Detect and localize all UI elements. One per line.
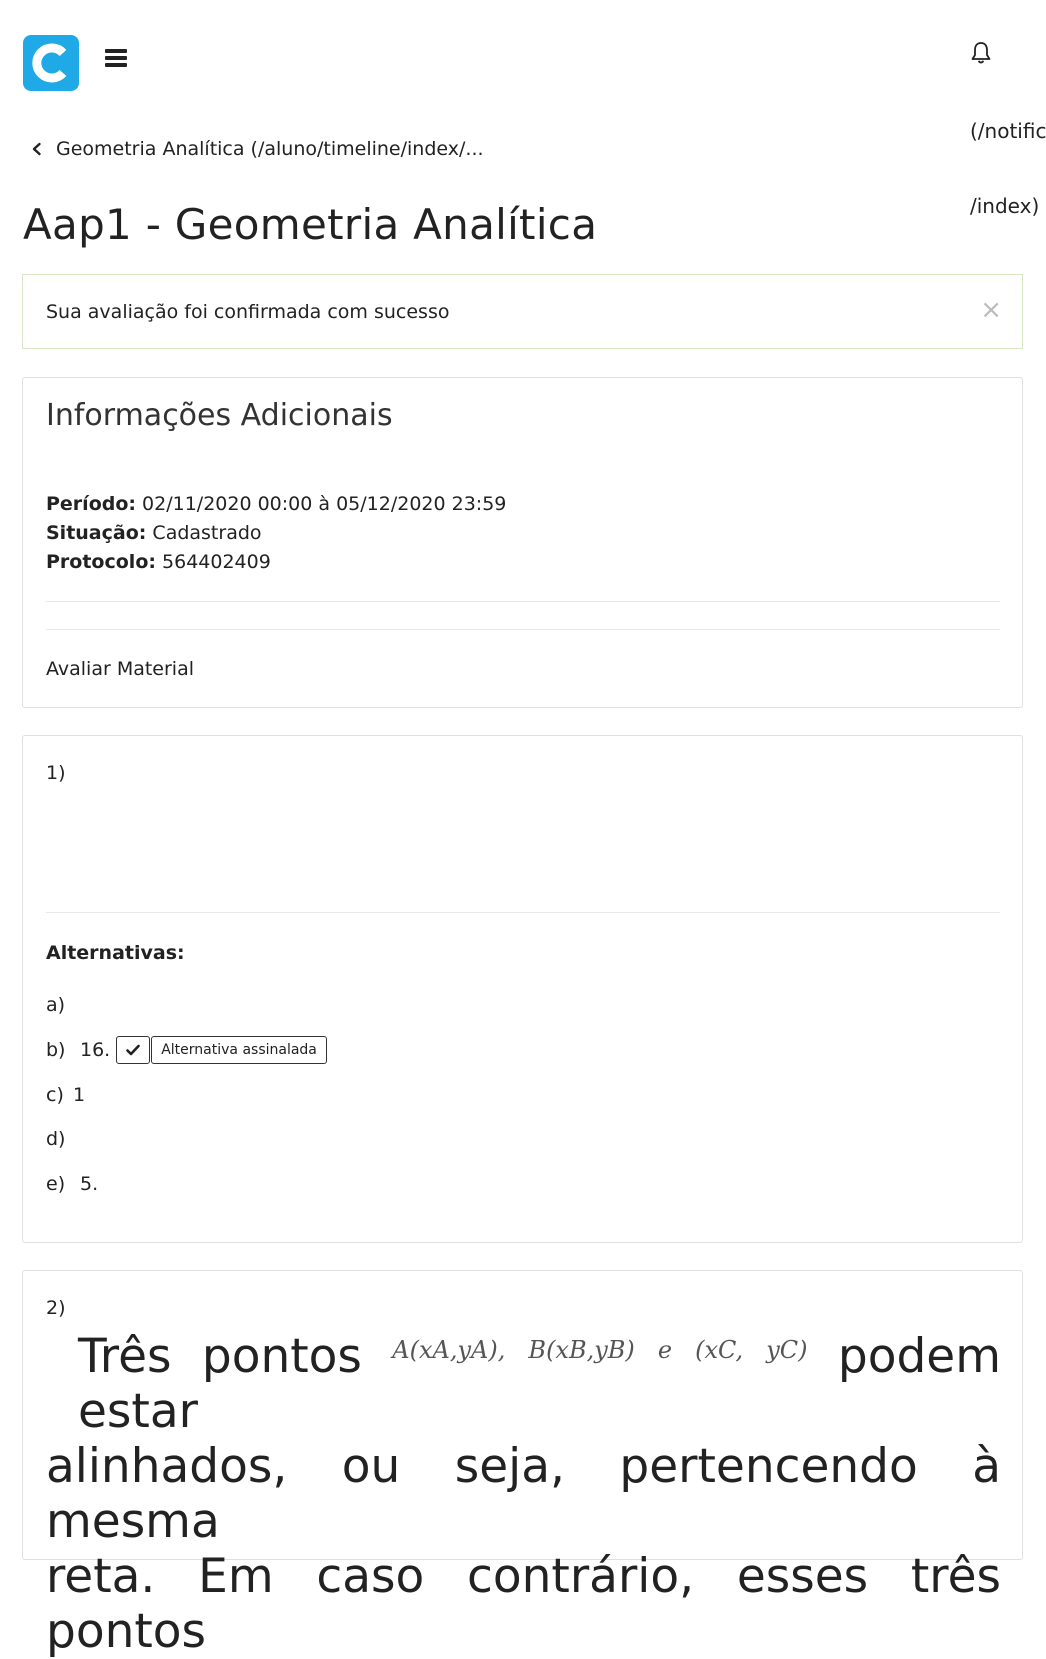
alternative-d[interactable] xyxy=(46,1128,80,1150)
alternative-a[interactable] xyxy=(46,994,80,1016)
alternative-value: 1 xyxy=(73,1084,86,1106)
alternative-value: 16. xyxy=(80,1039,111,1061)
question-2-text xyxy=(46,1323,1001,1659)
divider xyxy=(46,601,1000,602)
alternative-letter: e) xyxy=(46,1173,66,1195)
situacao-value: Cadastrado xyxy=(152,522,262,544)
info-card-title: Informações Adicionais xyxy=(46,398,393,433)
notif-link-line1: (/notific xyxy=(970,119,1046,143)
alternative-letter: a) xyxy=(46,994,66,1016)
notif-link-line2: /index) xyxy=(970,194,1040,218)
check-icon xyxy=(116,1036,150,1064)
q2-line2: alinhados, ou seja, pertencendo à mesma xyxy=(46,1439,1001,1549)
page-title: Aap1 - Geometria Analítica xyxy=(23,200,598,249)
notifications-link[interactable] xyxy=(970,112,1046,225)
breadcrumb[interactable] xyxy=(30,138,484,160)
close-icon[interactable]: × xyxy=(980,295,1002,325)
q2-text-part2: podem estar xyxy=(78,1329,1001,1439)
chevron-left-icon xyxy=(30,142,44,156)
alert-message: Sua avaliação foi confirmada com sucesso xyxy=(46,300,450,323)
q2-line3: reta. Em caso contrário, esses três pontos xyxy=(46,1549,1001,1659)
avaliar-material-link[interactable]: Avaliar Material xyxy=(46,658,195,680)
alternative-letter: b) xyxy=(46,1039,66,1061)
brand-logo-icon[interactable] xyxy=(23,35,79,91)
alternative-b[interactable] xyxy=(46,1036,327,1064)
protocolo-label: Protocolo: xyxy=(46,551,156,573)
question-number: 2) xyxy=(46,1297,66,1319)
divider xyxy=(46,629,1000,630)
situacao-label: Situação: xyxy=(46,522,147,544)
question-1-card xyxy=(22,735,1023,1243)
success-alert xyxy=(22,274,1023,349)
alternative-letter: c) xyxy=(46,1084,64,1106)
alternative-value: 5. xyxy=(80,1173,99,1195)
notification-bell-icon[interactable] xyxy=(968,40,994,66)
question-number: 1) xyxy=(46,762,66,784)
q2-text-part1: Três pontos xyxy=(78,1329,362,1384)
alternatives-title: Alternativas: xyxy=(46,942,185,964)
info-card xyxy=(22,377,1023,708)
question-2-card xyxy=(22,1270,1023,1659)
periodo-label: Período: xyxy=(46,493,136,515)
periodo-value: 02/11/2020 00:00 à 05/12/2020 23:59 xyxy=(142,493,507,515)
alternative-e[interactable] xyxy=(46,1173,98,1195)
selected-alternative-badge: Alternativa assinalada xyxy=(151,1036,327,1064)
q2-math-expression: A(xA,yA), B(xB,yB) e (xC, yC) xyxy=(392,1336,808,1364)
divider xyxy=(46,912,1000,913)
protocolo-value: 564402409 xyxy=(162,551,271,573)
hamburger-menu-icon[interactable] xyxy=(105,49,127,71)
alternative-c[interactable] xyxy=(46,1084,85,1106)
alternative-letter: d) xyxy=(46,1128,66,1150)
info-list xyxy=(46,490,506,577)
breadcrumb-label: Geometria Analítica (/aluno/timeline/index/... xyxy=(56,138,484,160)
